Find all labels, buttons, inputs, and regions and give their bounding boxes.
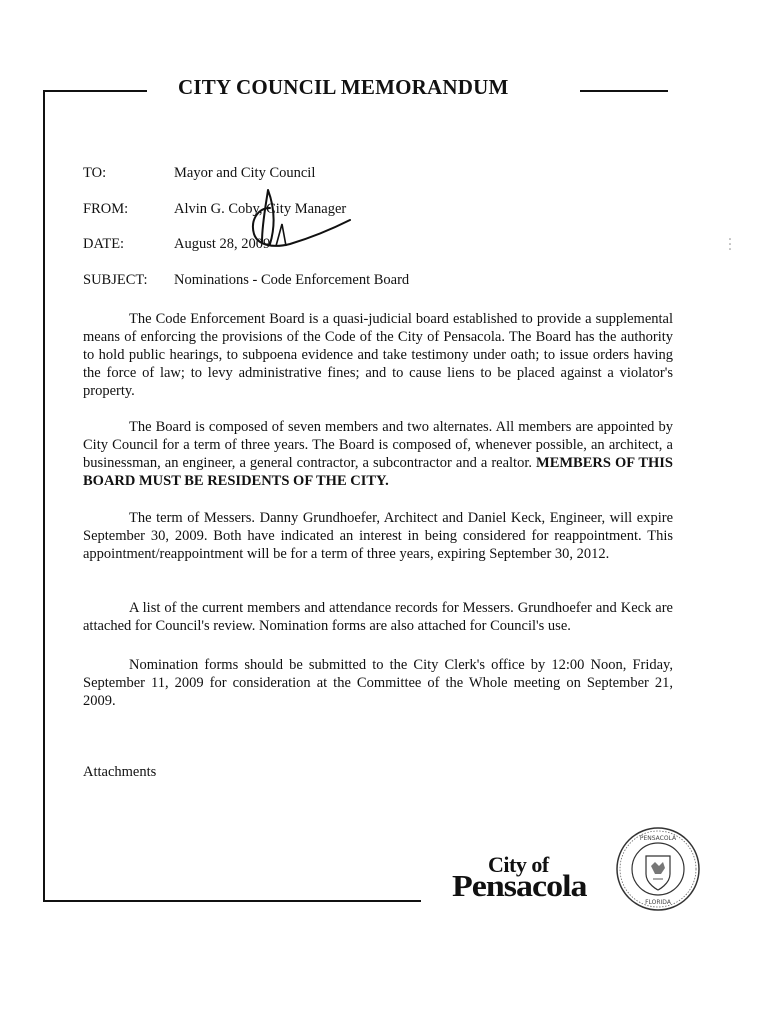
border-top-right	[580, 90, 668, 92]
paragraph-4-text: A list of the current members and attendance records for Messers. Grundhoefer and Keck are attached for Council's review. Nomination forms are also attached for Council's use.	[83, 600, 673, 634]
memo-title: CITY COUNCIL MEMORANDUM	[178, 75, 509, 99]
date-value: August 28, 2009	[174, 236, 271, 252]
paragraph-5	[83, 656, 673, 710]
svg-text:FLORIDA: FLORIDA	[645, 899, 671, 906]
paragraph-2-text: The Board is composed of seven members and two alternates. All members are appointed by City Council for a term of three years. The Board is composed of, whenever possible, an architect, a businessman, an engineer, a general contractor, a subcontractor and a realtor.	[83, 419, 673, 471]
residency-notice: MEMBERS OF THIS BOARD MUST BE RESIDENTS OF THE CITY.	[83, 455, 673, 489]
paragraph-3	[83, 509, 673, 563]
from-label: FROM:	[83, 201, 129, 217]
attachments-label: Attachments	[83, 764, 157, 780]
border-left	[43, 90, 45, 902]
paragraph-2	[83, 418, 673, 490]
date-label: DATE:	[83, 236, 125, 252]
signature-mark	[240, 184, 360, 264]
to-label: TO:	[83, 165, 107, 181]
subject-value: Nominations - Code Enforcement Board	[174, 272, 410, 288]
logo-city-of: City of	[488, 852, 549, 877]
paragraph-1-text: The Code Enforcement Board is a quasi-judicial board established to provide a supplemental means of enforcing the provisions of the Code of the City of Pensacola. The Board has the authority to hold public hearings, to subpoena evidence and take testimony under oath; to issue orders having the force of law; to levy administrative fines; and to cause liens to be placed against a violator's property.	[83, 311, 673, 399]
paragraph-3-text: The term of Messers. Danny Grundhoefer, Architect and Daniel Keck, Engineer, will expire September 30, 2009. Both have indicated an interest in being considered for reappointment. This appointment/reappointment will be for a term of three years, expiring September 30, 2012.	[83, 510, 673, 562]
border-bottom	[43, 900, 421, 902]
subject-label: SUBJECT:	[83, 272, 148, 288]
paragraph-4	[83, 599, 673, 635]
to-value: Mayor and City Council	[174, 165, 316, 181]
city-seal-icon	[615, 826, 701, 912]
logo-pensacola: Pensacola	[452, 869, 587, 904]
svg-text:PENSACOLA: PENSACOLA	[639, 835, 677, 842]
from-value: Alvin G. Coby, City Manager	[174, 201, 347, 217]
paragraph-1	[83, 310, 673, 400]
border-top-left	[43, 90, 147, 92]
paragraph-5-text: Nomination forms should be submitted to the City Clerk's office by 12:00 Noon, Friday, September 11, 2009 for consideration at the Committee of the Whole meeting on September 21, 2009.	[83, 657, 673, 709]
scan-mark	[728, 237, 732, 251]
